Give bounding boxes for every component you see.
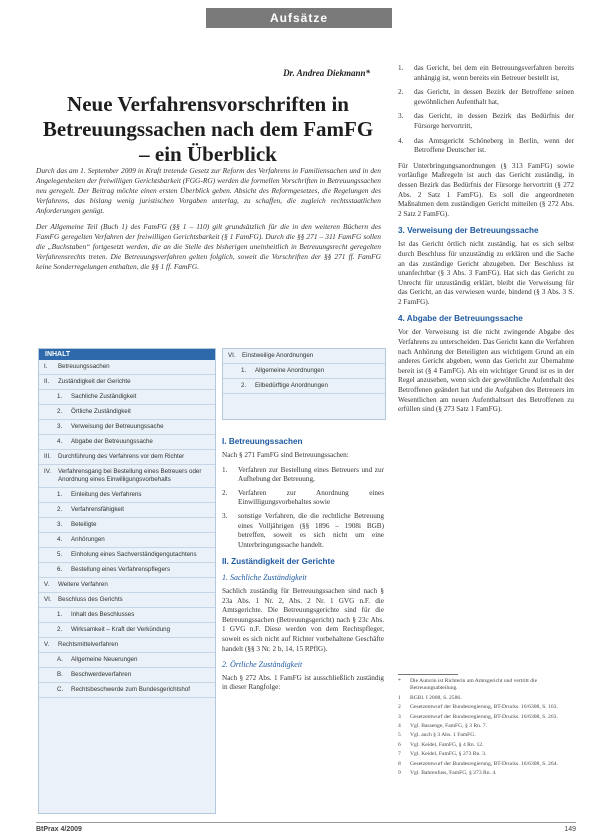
footnote-text: Vgl. Bassenge, FamFG, § 3 Rn. 7. (410, 723, 487, 730)
abstract (36, 166, 381, 278)
toc-entry (39, 503, 215, 518)
footnote-number: 9 (398, 770, 401, 777)
toc-entry (39, 623, 215, 638)
toc-entry-label: Eilbedürftige Anordnungen (255, 382, 328, 389)
toc-entry-label: Inhalt des Beschlusses (71, 611, 135, 618)
page-number: 149 (564, 826, 576, 833)
toc-entry-number: III. (44, 453, 51, 460)
toc-entry (39, 420, 215, 435)
footnote (398, 678, 574, 693)
footnote-number: 2 (398, 704, 401, 711)
author: Dr. Andrea Diekmann* (283, 68, 370, 78)
footnote (398, 714, 574, 721)
toc-entry-label: Sachliche Zuständigkeit (71, 393, 137, 400)
right-paragraph: Für Unterbringungsanordnungen (§ 313 FamFG) sowie vorläufige Maßregeln ist auch das Gericht zuständig, in dessen Bezirk das Bedürfnis der Fürsorge hervortritt (§ 272 Abs. 2 Satz 1 FamFG). Es soll die angeordneten Maßnahmen dem zuständigen Gericht mitteilen (§ 272 Abs. 2 Satz 2 FamFG). (398, 161, 574, 218)
footnote-text: Gesetzentwurf der Bundesregierung, BT-Drucks. 16/6308, S. 163. (410, 704, 558, 711)
footnote-number: 8 (398, 760, 401, 767)
footnote (398, 732, 574, 739)
article-title: Neue Verfahrensvorschriften in Betreuungssachen nach dem FamFG – ein Überblick (42, 92, 374, 166)
list-item (222, 512, 384, 550)
toc-entry (39, 435, 215, 450)
section-II-sub2: 2. Örtliche Zuständigkeit (222, 660, 303, 670)
footnote (398, 761, 574, 768)
toc-entry-number: 3. (57, 423, 63, 430)
footer-rule (36, 822, 576, 823)
section-4-text: Vor der Verweisung ist die nicht zwingende Abgabe des Verfahrens zu unterscheiden. Das Gericht kann die Verfahren nach Anhörung der Beteiligten aus wichtigem Grund an ein anderes Gericht abgeben, wenn das Gericht zur Übernahme bereit ist (§ 4 FamFG). Als ein wichtiger Grund ist es in der Regel anzusehen, wenn sich der gewöhnliche Aufenthalt des Betroffenen geändert hat und die Aufgaben des Betreuers im Wesentlichen am neuen Aufenthaltsort des Betroffenen zu erfüllen sind (§ 273 Satz 1 FamFG). (398, 328, 574, 414)
toc-entry (223, 379, 385, 394)
list-text: Verfahren zur Bestellung eines Betreuers und zur Aufhebung der Betreuung, (238, 465, 384, 484)
list-text: das Gericht, bei dem ein Betreuungsverfahren bereits anhängig ist, wenn bereits ein Betreuer bestellt ist, (414, 64, 574, 82)
section-3-text: Ist das Gericht örtlich nicht zuständig, hat es sich selbst durch Beschluss für unzuständig zu erklären und die Sache an das zuständige Gericht abzugeben. Der Beschluss ist unanfechtbar (§ 3 Abs. 3 FamFG). Hat sich das Gericht zu Unrecht für unzuständig erklärt, bleibt die Verweisung für das Gericht, an das verwiesen wurde, bindend (§ 3 Abs. 3 S. 2 FamFG). (398, 240, 574, 306)
footnote (398, 770, 574, 777)
footnotes (398, 678, 574, 779)
list-number: 3. (222, 511, 228, 520)
toc-entry-label: Beteiligte (71, 521, 97, 528)
footnote-text: Gesetzentwurf der Bundesregierung, BT-Drucks. 16/6308, S. 264. (410, 760, 558, 767)
toc-entry-label: Weitere Verfahren (58, 581, 108, 588)
section-I-intro: Nach § 271 FamFG sind Betreuungssachen: (222, 451, 349, 459)
toc-entry-number: IV. (44, 468, 51, 475)
footnote-number: 1 (398, 694, 401, 701)
toc-entry (39, 683, 215, 698)
footnote-text: Vgl. Keidel, FamFG, § 4 Rn. 12. (410, 741, 484, 748)
section-header: Aufsätze (206, 8, 392, 28)
toc-entry (223, 349, 385, 364)
list-text: Verfahren zur Anordnung eines Einwilligungsvorbehaltes sowie (238, 488, 384, 507)
toc-entry-label: Allgemeine Anordnungen (255, 367, 325, 374)
toc-entry-label: Rechtsmittelverfahren (58, 641, 119, 648)
toc-entry (39, 465, 215, 488)
footnote-text: Vgl. Keidel, FamFG, § 273 Rn. 3. (410, 751, 487, 758)
toc-entry (39, 390, 215, 405)
toc-entry-label: Zuständigkeit der Gerichte (58, 378, 131, 385)
toc-entry-label: Betreuungssachen (58, 363, 110, 370)
toc-entry-number: 2. (241, 382, 247, 389)
abstract-paragraph: Durch das am 1. September 2009 in Kraft tretende Gesetz zur Reform des Verfahrens in Familiensachen und in den Angelegenheiten der freiwilligen Gerichtsbarkeit (FGG-RG) werden die formellen Vorschriften in Betreuungssachen neu geregelt. Der Beitrag möchte einen ersten Überblick geben. Absicht des Reformgesetzes, die Regelungen des Verfahrens, das bislang wenig juristischen Vorgaben unterlag, zu schaffen, die zugleich rechtsstaatlichen Anforderungen genügt. (36, 166, 381, 215)
footnote-number: 6 (398, 741, 401, 748)
toc-entry-number: 4. (57, 438, 63, 445)
middle-column (222, 430, 384, 698)
section-II-sub1: 1. Sachliche Zuständigkeit (222, 573, 307, 583)
toc-entry-number: C. (57, 686, 64, 693)
toc-entry (39, 533, 215, 548)
toc-title: INHALT (39, 349, 215, 360)
toc-entry-number: 2. (57, 626, 63, 633)
toc-entry-number: A. (57, 656, 63, 663)
footnote-number: * (398, 678, 401, 684)
toc-entry (39, 488, 215, 503)
list-item (398, 137, 574, 156)
table-of-contents-continued (222, 348, 386, 420)
toc-entry-number: VI. (228, 352, 236, 359)
list-number: 2. (222, 488, 228, 497)
footer-journal: BtPrax 4/2009 (36, 826, 82, 833)
list-text: das Gericht, in dessen Bezirk das Bedürfnis der Fürsorge hervortritt, (414, 112, 574, 130)
toc-entry (39, 548, 215, 563)
list-number: 1. (398, 64, 404, 72)
toc-entry-label: Abgabe der Betreuungssache (71, 438, 153, 445)
list-item (398, 88, 574, 107)
footnote-text: Vgl. Bahrenfuss, FamFG, § 273 Rn. 4. (410, 770, 497, 777)
toc-entry-number: II. (44, 378, 50, 385)
toc-entry (39, 638, 215, 653)
toc-entry-label: Anhörungen (71, 536, 105, 543)
toc-entry-label: Allgemeine Neuerungen (71, 656, 138, 663)
toc-entry-number: 2. (57, 506, 63, 513)
list-item (398, 64, 574, 83)
toc-entry-label: Beschluss des Gerichts (58, 596, 123, 603)
toc-entry-number: V. (44, 641, 50, 648)
list-number: 2. (398, 88, 404, 97)
list-item (222, 489, 384, 508)
footnote (398, 742, 574, 749)
toc-entry-label: Einstweilige Anordnungen (242, 352, 314, 359)
section-4-heading: 4. Abgabe der Betreuungssache (398, 314, 523, 324)
section-3-heading: 3. Verweisung der Betreuungssache (398, 226, 539, 236)
section-II-heading: II. Zuständigkeit der Gerichte (222, 557, 335, 567)
toc-entry-label: Verweisung der Betreuungssache (71, 423, 164, 430)
list-item (222, 466, 384, 485)
toc-entry-number: 4. (57, 536, 63, 543)
footnote-text: BGBl. I 2008, S. 2586. (410, 694, 462, 701)
toc-entry-number: 1. (57, 491, 63, 498)
toc-entry (39, 653, 215, 668)
abstract-paragraph: Der Allgemeine Teil (Buch 1) des FamFG (§§ 1 – 110) gilt grundsätzlich für die in den weiteren Büchern des FamFG geregelten Verfahren der freiwilligen Gerichtsbarkeit (§ 1 FamFG). Durch die §§ 271 – 311 FamFG sollen die „Buchstaben“ fortgesetzt werden, die an die Stelle des bisherigen uneinheitlich in Betreuungsrecht geregelten Verfahrensrechts treten. Die Betreuungsverfahren gelten folglich, soweit die Vorschriften der §§ 271 ff. FamFG keine Sonderregelungen enthalten, die §§ 1 ff. FamFG. (36, 222, 381, 271)
toc-entry-number: 1. (57, 611, 63, 618)
toc-entry (39, 360, 215, 375)
toc-entry-number: B. (57, 671, 63, 678)
footnote-text: Vgl. auch § 3 Abs. 1 FamFG. (410, 732, 476, 739)
list-text: das Gericht, in dessen Bezirk der Betroffene seinen gewöhnlichen Aufenthalt hat, (414, 88, 574, 106)
list-text: das Amtsgericht Schöneberg in Berlin, wenn der Betroffene Deutscher ist. (414, 136, 574, 155)
section-II-text2: Nach § 272 Abs. 1 FamFG ist ausschließlich zuständig in dieser Rangfolge: (222, 673, 384, 692)
toc-entry-number: I. (44, 363, 48, 370)
footnote-text: Gesetzentwurf der Bundesregierung, BT-Drucks. 16/6308, S. 263. (410, 713, 558, 720)
toc-entry (39, 375, 215, 390)
toc-entry-label: Bestellung eines Verfahrenspflegers (71, 566, 171, 573)
toc-entry-number: 2. (57, 408, 63, 415)
toc-entry-label: Rechtsbeschwerde zum Bundesgerichtshof (71, 686, 191, 693)
footnote-text: Die Autorin ist Richterin am Amtsgericht und vertritt die Betreuungsabteilung. (410, 678, 538, 692)
footnote (398, 723, 574, 730)
toc-entry (39, 518, 215, 533)
list-number: 3. (398, 112, 404, 121)
list-number: 1. (222, 465, 228, 474)
toc-entry (39, 668, 215, 683)
toc-entry (39, 578, 215, 593)
toc-entry-number: V. (44, 581, 50, 588)
toc-entry-label: Beschwerdeverfahren (71, 671, 132, 678)
toc-entry-label: Verfahrensfähigkeit (71, 506, 124, 513)
toc-entry-label: Wirksamkeit – Kraft der Verkündung (71, 626, 171, 633)
footnote-number: 5 (398, 732, 401, 739)
list-text: sonstige Verfahren, die die rechtliche Betreuung eines Volljährigen (§§ 1896 – 1908i BGB) betreffen, soweit es sich nicht um eine Unterbringungssache handelt. (238, 511, 384, 549)
right-intro-list (398, 64, 574, 156)
toc-entry-number: 1. (57, 393, 63, 400)
toc-entry (39, 450, 215, 465)
table-of-contents (38, 348, 216, 814)
section-I-heading: I. Betreuungssachen (222, 437, 303, 446)
section-II-text1: Sachlich zuständig für Betreuungssachen sind nach § 23a Abs. 1 Nr. 2, Abs. 2 Nr. 1 GVG n.F. die Amtsgerichte. Die Betreuungsgerichte sind für die Betreuungssachen (Betreuungsgericht) nach § 23c Abs. 1 GVG n.F. Diese werden von dem Rechtspfleger, soweit es sich nicht auf Richter vorbehaltene Geschäfte handelt (§§ 3 Nr. 2 b, 14, 15 RPflG). (222, 586, 384, 653)
list-number: 4. (398, 136, 404, 145)
right-column (398, 64, 574, 421)
toc-entry-number: 6. (57, 566, 63, 573)
footnote-number: 3 (398, 713, 401, 720)
footnote (398, 751, 574, 758)
toc-entry-label: Verfahrensgang bei Bestellung eines Betreuers oder Anordnung eines Einwilligungsvorbehalts (58, 468, 202, 483)
toc-entry (39, 593, 215, 608)
toc-entry-number: VI. (44, 596, 52, 603)
toc-entry (39, 608, 215, 623)
toc-entry-label: Einholung eines Sachverständigengutachtens (71, 551, 197, 558)
toc-entry (39, 405, 215, 420)
footnote (398, 704, 574, 711)
toc-entry-label: Örtliche Zuständigkeit (71, 408, 131, 415)
toc-entry (223, 364, 385, 379)
toc-entry-number: 3. (57, 521, 63, 528)
toc-entry-number: 5. (57, 551, 63, 558)
toc-entry-label: Einleitung des Verfahrens (71, 491, 142, 498)
footnote-number: 7 (398, 751, 401, 758)
toc-entry (39, 563, 215, 578)
list-item (398, 112, 574, 131)
toc-entry-label: Durchführung des Verfahrens vor dem Richter (58, 453, 185, 460)
footnote-number: 4 (398, 723, 401, 730)
footnote-rule (398, 674, 458, 675)
footnote (398, 695, 574, 702)
toc-entry-number: 1. (241, 367, 247, 374)
section-I-list (222, 466, 384, 551)
